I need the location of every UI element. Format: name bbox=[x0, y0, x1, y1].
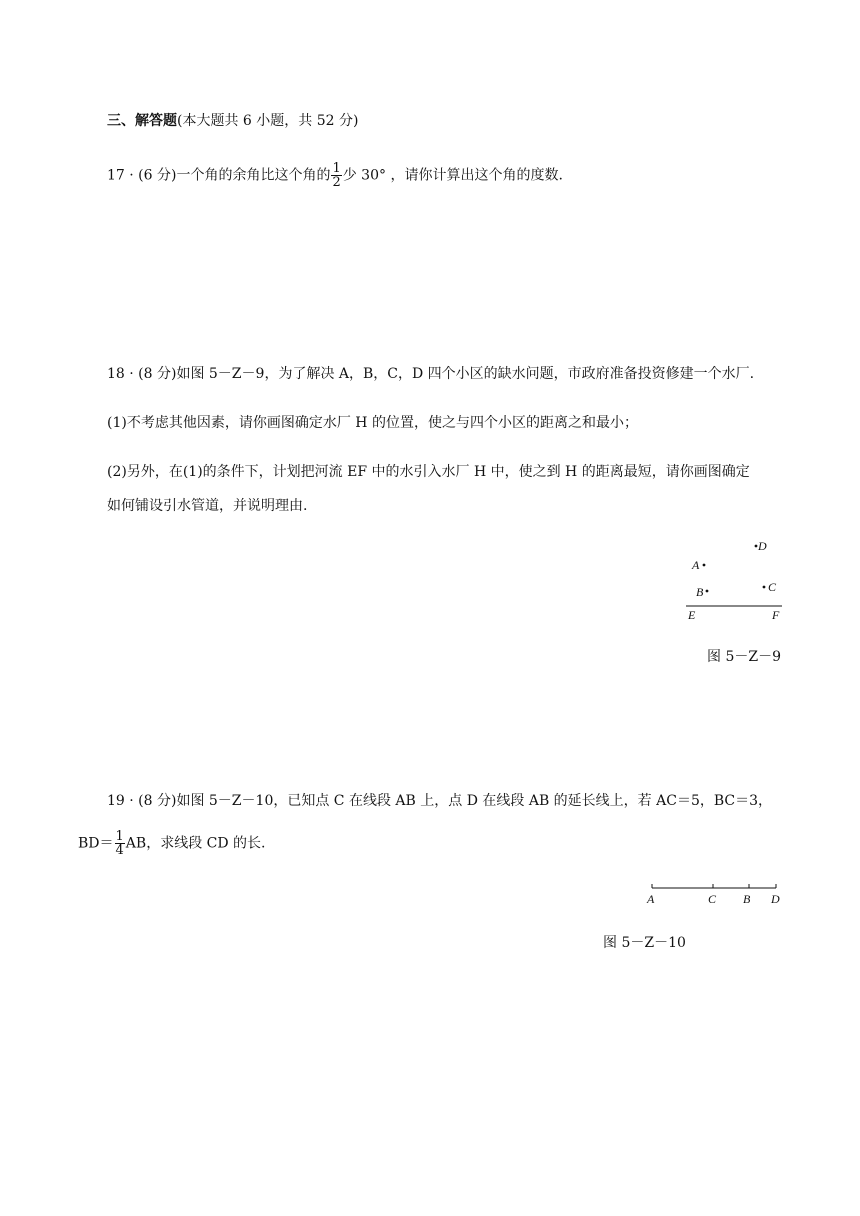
q18-part2-line2: 如何铺设引水管道，并说明理由. bbox=[107, 498, 308, 514]
fig9-point-B bbox=[706, 590, 709, 593]
q19-figure bbox=[640, 880, 790, 910]
fig9-label-A: A bbox=[692, 558, 700, 572]
fig9-point-A bbox=[703, 564, 706, 567]
fig9-label-E: E bbox=[688, 608, 696, 622]
q17-suffix: 少 30° ，请你计算出这个角的度数. bbox=[342, 167, 563, 184]
fig9-point-C bbox=[763, 586, 766, 589]
q18-part2-line1: (2)另外，在(1)的条件下，计划把河流 EF 中的水引入水厂 H 中，使之到 H 的距离最短，请你画图确定 bbox=[107, 464, 750, 480]
fig10-label-B: B bbox=[743, 892, 751, 906]
fig9-label-B: B bbox=[696, 585, 704, 599]
q17-fraction bbox=[331, 162, 341, 189]
fig10-label-C: C bbox=[708, 892, 717, 906]
q17-prefix: 17 · (6 分)一个角的余角比这个角的 bbox=[107, 167, 331, 184]
fig10-label-A: A bbox=[647, 892, 655, 906]
q19-line1: 19 · (8 分)如图 5－Z－10，已知点 C 在线段 AB 上，点 D 在线段 AB 的延长线上，若 AC＝5，BC＝3， bbox=[107, 793, 773, 809]
q18-figure bbox=[670, 530, 800, 630]
fig10-label-D: D bbox=[771, 892, 780, 906]
q18-figure-caption: 图 5－Z－9 bbox=[707, 649, 781, 665]
question-17 bbox=[107, 162, 563, 189]
q17-frac-num: 1 bbox=[332, 161, 341, 176]
fig9-point-D bbox=[755, 545, 758, 548]
section-heading bbox=[107, 111, 358, 131]
section-title: 三、解答题 bbox=[107, 113, 177, 129]
q17-frac-den: 2 bbox=[332, 175, 341, 190]
q18-line1: 18 · (8 分)如图 5－Z－9，为了解决 A，B，C，D 四个小区的缺水问题，市政府准备投资修建一个水厂. bbox=[107, 366, 755, 382]
q19-line2 bbox=[78, 830, 265, 857]
q19-line2-suffix: AB，求线段 CD 的长. bbox=[125, 835, 266, 852]
q18-part1: (1)不考虑其他因素，请你画图确定水厂 H 的位置，使之与四个小区的距离之和最小； bbox=[107, 415, 638, 431]
section-note: (本大题共 6 小题，共 52 分) bbox=[177, 113, 359, 129]
q19-frac-num: 1 bbox=[115, 829, 124, 844]
fig9-label-C: C bbox=[768, 580, 777, 594]
q19-figure-caption: 图 5－Z－10 bbox=[603, 935, 686, 951]
q19-fraction bbox=[115, 830, 125, 857]
fig9-label-D: D bbox=[758, 539, 767, 553]
q19-frac-den: 4 bbox=[115, 843, 124, 858]
fig9-label-F: F bbox=[772, 608, 780, 622]
q19-line2-prefix: BD＝ bbox=[78, 835, 114, 852]
